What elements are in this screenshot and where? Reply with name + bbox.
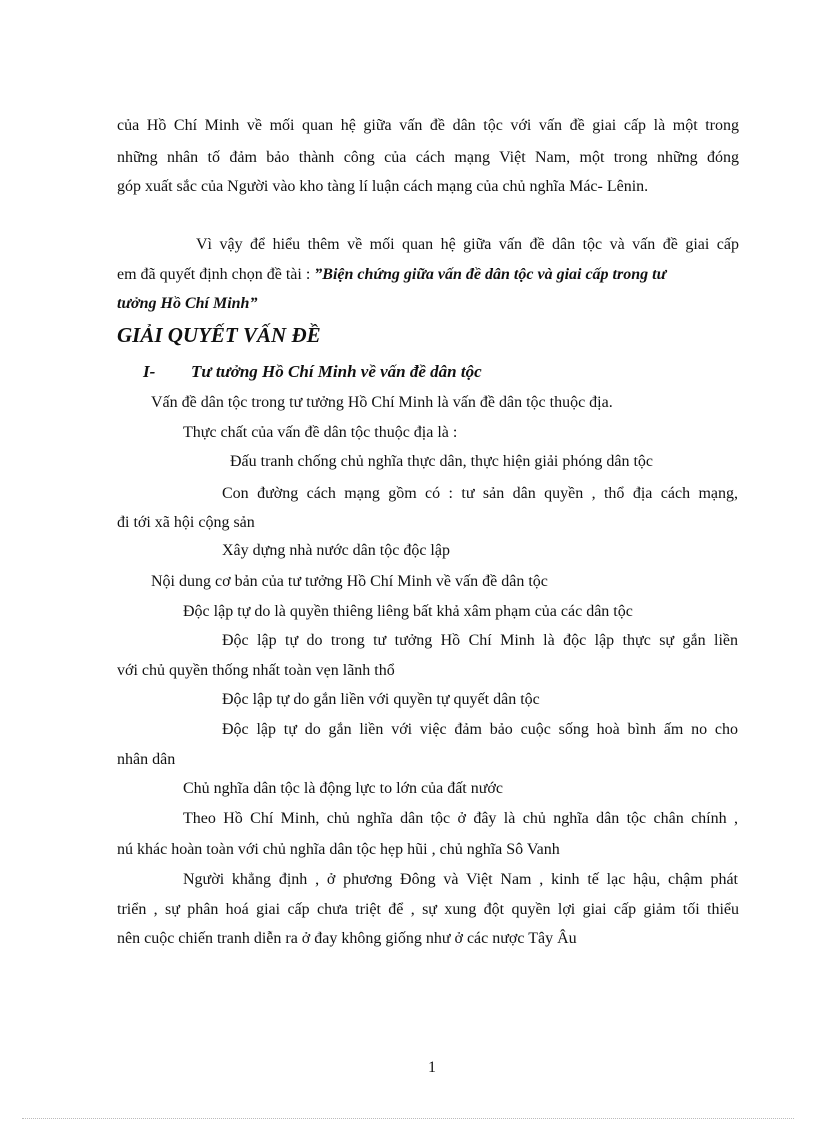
intro-line-1: của Hồ Chí Minh về mối quan hệ giữa vấn đề dân tộc với vấn đề giai cấp là một trong bbox=[117, 117, 739, 134]
body-line: Người khẳng định , ở phương Đông và Việt Nam , kinh tế lạc hậu, chậm phát bbox=[183, 871, 738, 888]
page-number: 1 bbox=[428, 1059, 436, 1076]
body-line: Độc lập tự do gắn liền với quyền tự quyết dân tộc bbox=[222, 691, 540, 708]
body-line: Độc lập tự do trong tư tưởng Hồ Chí Minh là độc lập thực sự gắn liền bbox=[222, 632, 738, 649]
body-line: Xây dựng nhà nước dân tộc độc lập bbox=[222, 542, 450, 559]
body-line: nhân dân bbox=[117, 751, 176, 768]
reason-prefix: em đã quyết định chọn đề tài : bbox=[117, 266, 315, 283]
body-line: nú khác hoàn toàn với chủ nghĩa dân tộc hẹp hũi , chủ nghĩa Sô Vanh bbox=[117, 841, 560, 858]
body-line: Đấu tranh chống chủ nghĩa thực dân, thực hiện giải phóng dân tộc bbox=[230, 453, 654, 470]
page-bottom-divider bbox=[22, 1118, 794, 1119]
body-line: Con đường cách mạng gồm có : tư sản dân quyền , thổ địa cách mạng, bbox=[222, 485, 738, 502]
body-line: Thực chất của vấn đề dân tộc thuộc địa là : bbox=[183, 424, 458, 441]
body-line: Nội dung cơ bản của tư tưởng Hồ Chí Minh về vấn đề dân tộc bbox=[151, 573, 548, 590]
reason-line-1: Vì vậy để hiểu thêm về mối quan hệ giữa vấn đề dân tộc và vấn đề giai cấp bbox=[196, 236, 739, 253]
body-line: đi tới xã hội cộng sản bbox=[117, 514, 255, 531]
body-line: Vấn đề dân tộc trong tư tưởng Hồ Chí Minh là vấn đề dân tộc thuộc địa. bbox=[151, 394, 613, 411]
body-line: với chủ quyền thống nhất toàn vẹn lãnh thổ bbox=[117, 662, 395, 679]
body-line: Độc lập tự do gắn liền với việc đảm bảo cuộc sống hoà bình ấm no cho bbox=[222, 721, 738, 738]
body-line: Chủ nghĩa dân tộc là động lực to lớn của đất nước bbox=[183, 780, 503, 797]
intro-line-3: góp xuất sắc của Người vào kho tàng lí luận cách mạng của chủ nghĩa Mác- Lênin. bbox=[117, 178, 649, 195]
reason-line-2 bbox=[117, 265, 666, 285]
body-line: triển , sự phân hoá giai cấp chưa triệt để , sự xung đột quyền lợi giai cấp giảm tối thiểu bbox=[117, 901, 739, 918]
body-line: Theo Hồ Chí Minh, chủ nghĩa dân tộc ở đây là chủ nghĩa dân tộc chân chính , bbox=[183, 810, 738, 827]
body-line: nên cuộc chiến tranh diễn ra ở đay không giống như ở các nược Tây Âu bbox=[117, 930, 577, 947]
subsection-title: Tư tưởng Hồ Chí Minh về vấn đề dân tộc bbox=[191, 362, 482, 381]
topic-title-part-2: tưởng Hồ Chí Minh” bbox=[117, 295, 258, 312]
intro-line-2: những nhân tố đảm bảo thành công của cách mạng Việt Nam, một trong những đóng bbox=[117, 149, 739, 166]
topic-title-part-1: ”Biện chứng giữa vấn đề dân tộc và giai cấp trong tư bbox=[314, 266, 667, 283]
body-line: Độc lập tự do là quyền thiêng liêng bất khả xâm phạm của các dân tộc bbox=[183, 603, 633, 620]
subsection-number: I- bbox=[143, 362, 156, 381]
section-heading: GIẢI QUYẾT VẤN ĐỀ bbox=[117, 323, 321, 347]
